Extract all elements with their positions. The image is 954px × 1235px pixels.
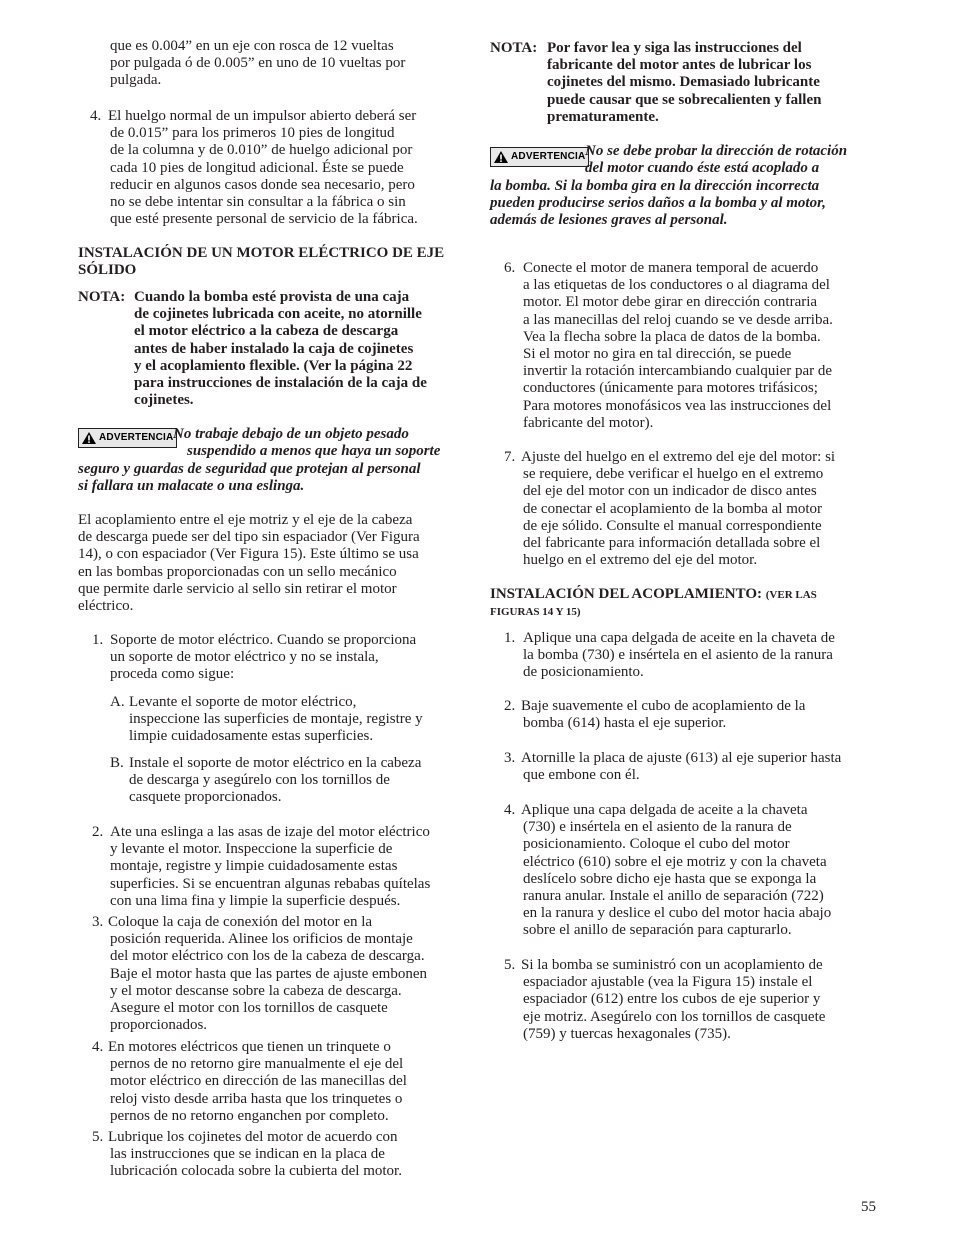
nota-text: Por favor lea y siga las instrucciones del fabricante del motor antes de lubricar los cojinetes del mismo. Demasiado lubricante puede causar que se sobrecalienten y fallen prematuramente. xyxy=(547,40,822,125)
warning-block-right: ADVERTENCIA No se debe probar la dirección de rotación del motor cuando éste está acoplado a la bomba. Si la bomba gira en la dirección incorrecta pueden producirse serios daños a la bomba y al motor, además de lesiones graves al personal. xyxy=(490,143,848,228)
warning-triangle-icon xyxy=(82,432,96,444)
warning-triangle-icon xyxy=(494,151,508,163)
section-heading-motor: INSTALACIÓN DE UN MOTOR ELÉCTRICO DE EJE SÓLIDO xyxy=(78,245,445,279)
page-number: 55 xyxy=(861,1199,876,1215)
nota-text: Cuando la bomba esté provista de una caja de cojinetes lubricada con aceite, no atornille el motor eléctrico a la cabeza de descarga antes de haber instalado la caja de cojinetes y el acoplamiento flexible. (Ver la página 22 para instrucciones de instalación de la caja de cojinetes. xyxy=(134,289,427,409)
section-heading-coupling: INSTALACIÓN DEL ACOPLAMIENTO: (VER LAS FIGURAS 14 Y 15) xyxy=(490,586,817,619)
warning-badge: ADVERTENCIA xyxy=(78,428,177,448)
warning-badge: ADVERTENCIA xyxy=(490,147,589,167)
coupling-paragraph: El acoplamiento entre el eje motriz y el eje de la cabeza de descarga puede ser del tipo sin espaciador (Ver Figura 14), o con espaciador (Ver Figura 15). Este último se usa en las bombas proporcionadas con un sello mecánico que permite darle servicio al sello sin retirar el motor eléctrico. xyxy=(78,512,420,615)
continued-text: que es 0.004” en un eje con rosca de 12 vueltas por pulgada ó de 0.005” en uno de 10 vueltas por pulgada. xyxy=(110,38,406,89)
list-item-body: El huelgo normal de un impulsor abierto deberá ser de 0.015” para los primeros 10 pies de longitud de la columna y de 0.010” de huelgo adicional por cada 10 pies de longitud adicional. Éste se puede reducir en algunos casos donde sea necesario, pero no se debe intentar sin consultar a la fábrica o sin que esté presente personal de servicio de la fábrica. xyxy=(108,108,418,228)
warning-block: ADVERTENCIA No trabaje debajo de un objeto pesado suspendido a menos que haya un soporte seguro y guardas de seguridad que protejan al personal si fallara un malacate o una eslinga. xyxy=(78,426,441,494)
